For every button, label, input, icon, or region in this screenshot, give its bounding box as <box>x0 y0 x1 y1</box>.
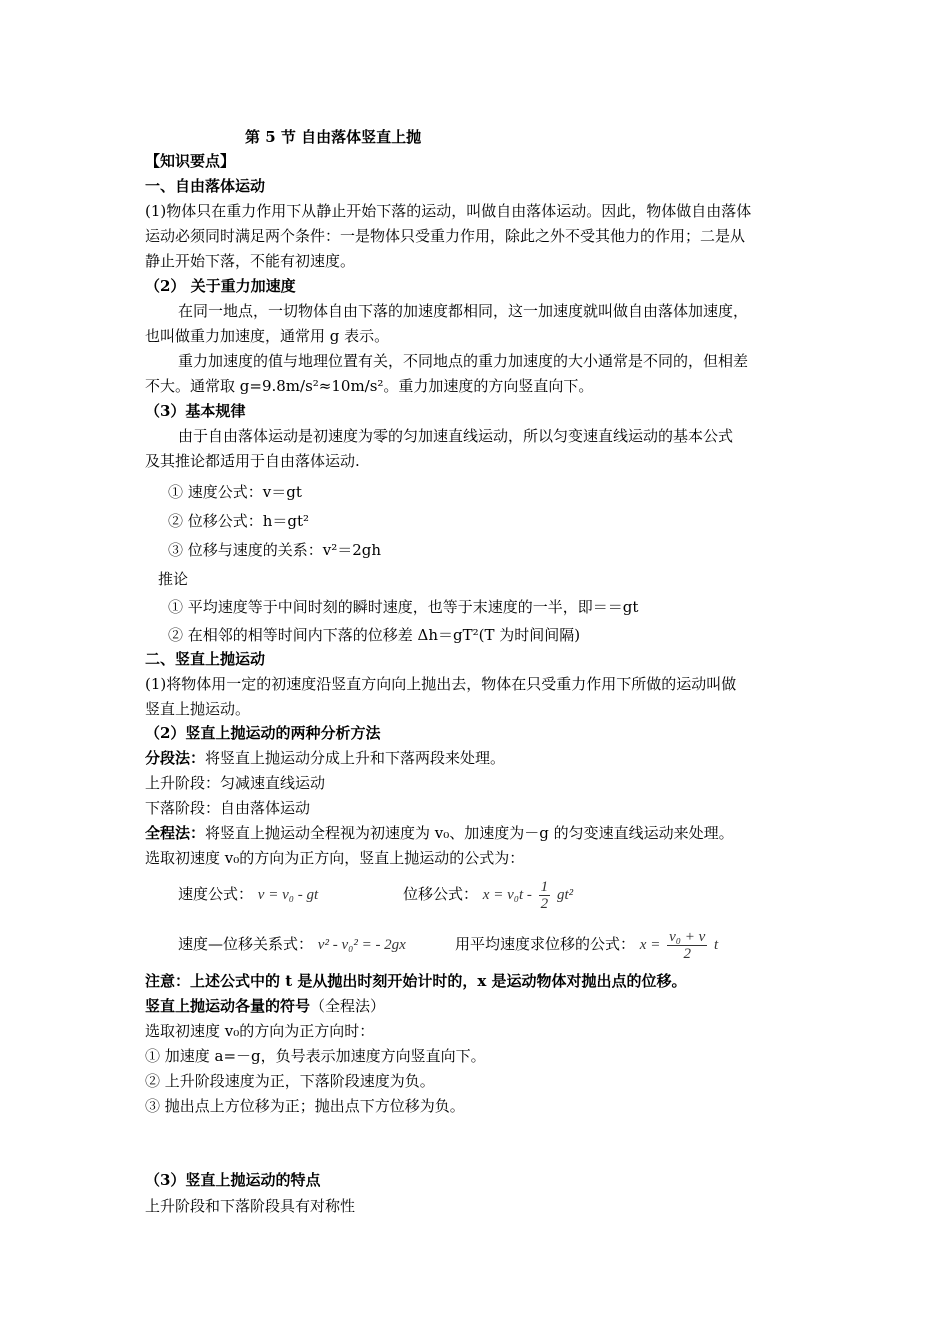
rising-phase: 上升阶段：匀减速直线运动 <box>145 774 326 792</box>
fraction-denominator: 2 <box>683 945 691 962</box>
paragraph-line: 选取初速度 v₀的方向为正方向时： <box>145 1022 375 1040</box>
subheading-two-methods: （2）竖直上抛运动的两种分析方法 <box>145 724 381 742</box>
equation-label: 速度—位移关系式： <box>178 935 314 953</box>
equation-math: t <box>714 937 719 953</box>
equation-velocity <box>178 884 318 905</box>
sign-title: 竖直上抛运动各量的符号 <box>145 997 311 1015</box>
equation-label: 速度公式： <box>178 885 254 903</box>
corollary-heading: 推论 <box>158 570 189 588</box>
note-line: 注意：上述公式中的 t 是从抛出时刻开始计时的，x 是运动物体对抛出点的位移。 <box>145 972 687 990</box>
subheading-basic-laws: （3）基本规律 <box>145 402 246 420</box>
heading-vertical-throw: 二、竖直上抛运动 <box>145 650 266 668</box>
falling-phase: 下落阶段：自由落体运动 <box>145 799 311 817</box>
paragraph-line: (1)物体只在重力作用下从静止开始下落的运动，叫做自由落体运动。因此，物体做自由落体 <box>145 202 752 220</box>
corollary-1: ① 平均速度等于中间时刻的瞬时速度，也等于末速度的一半，即＝＝gt <box>168 598 639 616</box>
method-segment <box>145 748 505 768</box>
equation-average-velocity <box>455 922 718 967</box>
fraction <box>539 879 551 912</box>
equation-velocity-displacement <box>178 934 406 955</box>
equation-math: v² - v₀² = - 2gx <box>317 937 406 953</box>
paragraph-line: (1)将物体用一定的初速度沿竖直方向向上抛出去，物体在只受重力作用下所做的运动叫做 <box>145 675 737 693</box>
knowledge-heading: 【知识要点】 <box>145 152 236 170</box>
equation-math: gt² <box>556 887 574 903</box>
equation-math: x = <box>639 937 661 953</box>
paragraph-line: 及其推论都适用于自由落体运动. <box>145 452 360 470</box>
method-segment-text: 将竖直上抛运动分成上升和下落两段来处理。 <box>205 749 506 767</box>
fraction-denominator: 2 <box>540 895 549 912</box>
method-whole-label: 全程法： <box>145 824 206 842</box>
paragraph-line: 也叫做重力加速度，通常用 g 表示。 <box>145 327 390 345</box>
method-whole-text: 将竖直上抛运动全程视为初速度为 v₀、加速度为－g 的匀变速直线运动来处理。 <box>205 824 734 842</box>
paragraph-line: 由于自由落体运动是初速度为零的匀加速直线运动，所以匀变速直线运动的基本公式 <box>178 427 734 445</box>
heading-free-fall: 一、自由落体运动 <box>145 177 266 195</box>
subheading-features: （3）竖直上抛运动的特点 <box>145 1171 321 1189</box>
sign-heading <box>145 996 385 1016</box>
paragraph-line: 上升阶段和下落阶段具有对称性 <box>145 1197 356 1215</box>
equation-label: 位移公式： <box>403 885 479 903</box>
formula-velocity: ① 速度公式：v＝gt <box>168 483 302 501</box>
section-title: 第 5 节 自由落体竖直上抛 <box>245 128 422 146</box>
paragraph-line: 选取初速度 v₀的方向为正方向，竖直上抛运动的公式为： <box>145 849 525 867</box>
equation-math: v = v₀ - gt <box>257 887 319 903</box>
sign-paren: （全程法） <box>310 997 386 1015</box>
paragraph-line: 在同一地点，一切物体自由下落的加速度都相同，这一加速度就叫做自由落体加速度， <box>178 302 749 320</box>
method-segment-label: 分段法： <box>145 749 206 767</box>
fraction-numerator: v₀ + v <box>669 928 706 945</box>
equation-displacement <box>403 874 573 915</box>
paragraph-line: 竖直上抛运动。 <box>145 700 251 718</box>
equation-label: 用平均速度求位移的公式： <box>455 935 636 953</box>
equation-math: x = v₀t - <box>482 887 532 903</box>
sign-item-3: ③ 抛出点上方位移为正；抛出点下方位移为负。 <box>145 1097 465 1115</box>
paragraph-line: 不大。通常取 g=9.8m/s²≈10m/s²。重力加速度的方向竖直向下。 <box>145 377 594 395</box>
sign-item-2: ② 上升阶段速度为正，下落阶段速度为负。 <box>145 1072 435 1090</box>
sign-item-1: ① 加速度 a=－g，负号表示加速度方向竖直向下。 <box>145 1047 486 1065</box>
corollary-2: ② 在相邻的相等时间内下落的位移差 Δh＝gT²(T 为时间间隔) <box>168 626 581 644</box>
paragraph-line: 运动必须同时满足两个条件：一是物体只受重力作用，除此之外不受其他力的作用；二是从 <box>145 227 746 245</box>
subheading-gravity-acceleration: （2） 关于重力加速度 <box>145 277 296 295</box>
method-whole <box>145 823 734 843</box>
fraction <box>667 929 707 962</box>
fraction-numerator: 1 <box>540 878 549 895</box>
paragraph-line: 静止开始下落，不能有初速度。 <box>145 252 356 270</box>
paragraph-line: 重力加速度的值与地理位置有关，不同地点的重力加速度的大小通常是不同的，但相差 <box>178 352 749 370</box>
formula-displacement: ② 位移公式：h＝gt² <box>168 512 310 530</box>
formula-velocity-displacement: ③ 位移与速度的关系：v²＝2gh <box>168 541 382 559</box>
